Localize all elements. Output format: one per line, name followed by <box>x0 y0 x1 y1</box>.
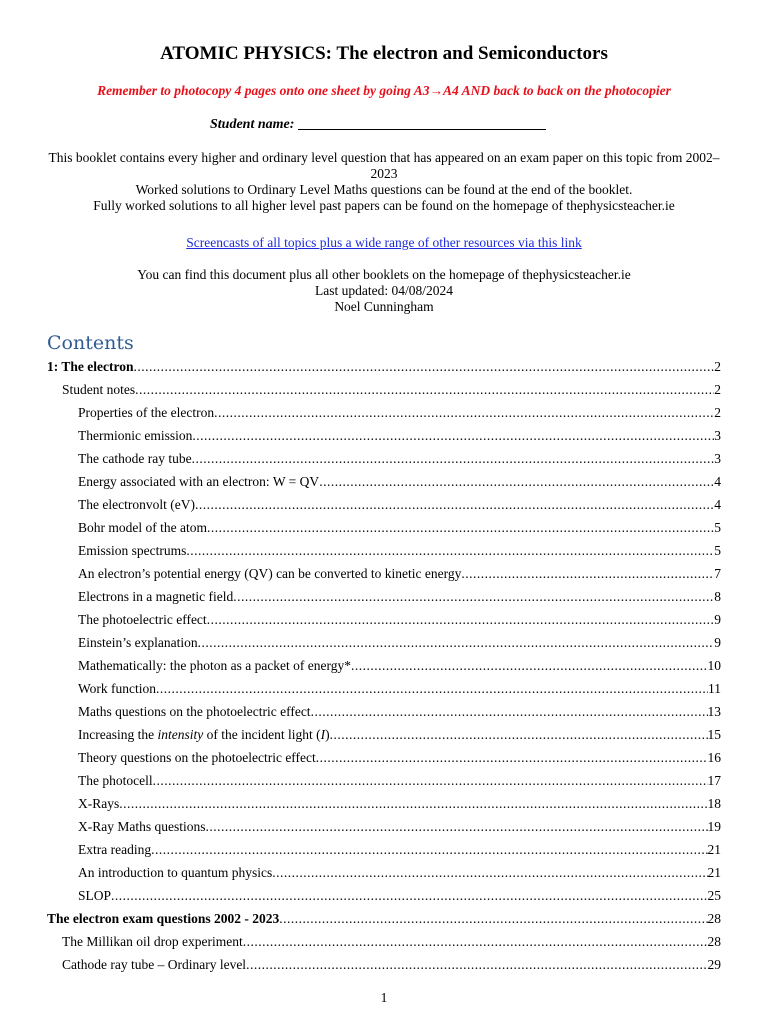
toc-dot-leader <box>151 838 707 861</box>
toc-dot-leader <box>153 769 708 792</box>
toc-entry[interactable] <box>47 470 721 493</box>
toc-entry-label: An electron’s potential energy (QV) can be converted to kinetic energy <box>78 566 462 581</box>
toc-entry[interactable] <box>47 838 721 861</box>
toc-entry-label: Extra reading <box>78 842 152 857</box>
toc-dot-leader <box>192 424 714 447</box>
toc-page-number: 29 <box>707 957 721 972</box>
toc-entry-label: The Millikan oil drop experiment <box>62 934 243 949</box>
toc-entry-label: Work function <box>78 681 157 696</box>
toc-page-number: 4 <box>714 497 721 512</box>
toc-entry[interactable] <box>47 608 721 631</box>
intro-line-2: Worked solutions to Ordinary Level Maths questions can be found at the end of the booklet. <box>135 182 633 197</box>
toc-dot-leader <box>195 493 714 516</box>
toc-entry[interactable] <box>47 401 721 424</box>
toc-entry-label: An introduction to quantum physics <box>78 865 273 880</box>
toc-page-number: 4 <box>714 474 721 489</box>
toc-dot-leader <box>156 677 708 700</box>
toc-page-number: 3 <box>714 428 721 443</box>
toc-page-number: 3 <box>714 451 721 466</box>
toc-dot-leader <box>279 907 707 930</box>
toc-page-number: 25 <box>707 888 721 903</box>
toc-dot-leader <box>316 746 708 769</box>
toc-entry-label: X-Rays <box>78 796 120 811</box>
toc-entry[interactable] <box>47 677 721 700</box>
toc-page-number: 2 <box>714 405 721 420</box>
toc-entry[interactable] <box>47 769 721 792</box>
toc-entry[interactable] <box>47 884 721 907</box>
toc-entry-label: Cathode ray tube – Ordinary level <box>62 957 247 972</box>
toc-dot-leader <box>206 815 708 838</box>
toc-dot-leader <box>233 585 714 608</box>
toc-dot-leader <box>272 861 707 884</box>
toc-page-number: 17 <box>707 773 721 788</box>
toc-entry[interactable] <box>47 378 721 401</box>
toc-dot-leader <box>133 355 714 378</box>
page-number: 1 <box>380 990 388 1005</box>
toc-entry-label: Emission spectrums <box>78 543 187 558</box>
toc-entry[interactable] <box>47 792 721 815</box>
toc-entry[interactable] <box>47 723 721 746</box>
toc-page-number: 2 <box>714 359 721 374</box>
intro-line-1: This booklet contains every higher and ordinary level question that has appeared on an exam paper on this topic from 2002–2023 <box>48 150 720 181</box>
toc-entry-label: Mathematically: the photon as a packet of energy* <box>78 658 352 673</box>
toc-page-number: 9 <box>714 612 721 627</box>
toc-entry-label: The electronvolt (eV) <box>78 497 195 512</box>
toc-entry-label: Energy associated with an electron: W = QV <box>78 474 320 489</box>
table-of-contents <box>47 355 721 976</box>
photocopy-reminder: Remember to photocopy 4 pages onto one sheet by going A3→A4 AND back to back on the photocopier <box>97 83 671 98</box>
toc-page-number: 28 <box>707 934 721 949</box>
info-line-1: You can find this document plus all other booklets on the homepage of thephysicsteacher.ie <box>137 267 631 282</box>
toc-entry-label-emphasis: I <box>320 727 326 742</box>
toc-page-number: 16 <box>707 750 721 765</box>
document-info <box>0 267 768 315</box>
toc-entry-label: The electron exam questions 2002 - 2023 <box>47 911 280 926</box>
toc-entry-label: Maths questions on the photoelectric effect <box>78 704 311 719</box>
toc-entry[interactable] <box>47 746 721 769</box>
toc-entry[interactable] <box>47 930 721 953</box>
toc-dot-leader <box>119 792 707 815</box>
toc-page-number: 13 <box>707 704 721 719</box>
toc-entry-label: Electrons in a magnetic field <box>78 589 234 604</box>
toc-page-number: 8 <box>714 589 721 604</box>
toc-entry[interactable] <box>47 907 721 930</box>
toc-entry[interactable] <box>47 631 721 654</box>
toc-page-number: 19 <box>707 819 721 834</box>
toc-entry-label: 1: The electron <box>47 359 134 374</box>
toc-entry-label: The cathode ray tube <box>78 451 192 466</box>
toc-entry-label: Einstein’s explanation <box>78 635 198 650</box>
toc-dot-leader <box>311 700 708 723</box>
toc-dot-leader <box>192 447 715 470</box>
student-name-field <box>210 117 546 133</box>
toc-page-number: 21 <box>707 865 721 880</box>
toc-entry-label: The photocell <box>78 773 153 788</box>
toc-dot-leader <box>111 884 707 907</box>
toc-entry-label <box>78 723 330 746</box>
toc-entry[interactable] <box>47 493 721 516</box>
document-title: ATOMIC PHYSICS: The electron and Semiconductors <box>160 43 608 64</box>
toc-page-number: 2 <box>714 382 721 397</box>
screencasts-link[interactable]: Screencasts of all topics plus a wide range of other resources via this link <box>186 235 582 250</box>
toc-entry-label: Thermionic emission <box>78 428 193 443</box>
toc-entry[interactable] <box>47 447 721 470</box>
toc-entry-label-emphasis: intensity <box>157 727 204 742</box>
contents-heading: Contents <box>47 332 134 354</box>
toc-page-number: 9 <box>714 635 721 650</box>
toc-entry-label: Properties of the electron <box>78 405 215 420</box>
toc-dot-leader <box>207 516 714 539</box>
toc-entry-label-part: ) <box>325 727 330 742</box>
toc-page-number: 7 <box>714 566 721 581</box>
toc-entry[interactable] <box>47 355 721 378</box>
toc-entry-label: SLOP <box>78 888 112 903</box>
toc-page-number: 11 <box>708 681 721 696</box>
toc-dot-leader <box>351 654 707 677</box>
student-name-label: Student name: <box>210 117 295 132</box>
toc-dot-leader <box>186 539 714 562</box>
toc-dot-leader <box>214 401 714 424</box>
toc-entry[interactable] <box>47 700 721 723</box>
toc-entry[interactable] <box>47 585 721 608</box>
toc-dot-leader <box>135 378 714 401</box>
author-name: Noel Cunningham <box>334 299 434 314</box>
toc-entry-label-part: Increasing the <box>78 727 158 742</box>
toc-entry-label: The photoelectric effect <box>78 612 207 627</box>
toc-entry-label: X-Ray Maths questions <box>78 819 206 834</box>
toc-entry-label-part: of the incident light ( <box>203 727 321 742</box>
toc-entry[interactable] <box>47 861 721 884</box>
toc-entry-label: Bohr model of the atom <box>78 520 207 535</box>
last-updated: Last updated: 04/08/2024 <box>315 283 453 298</box>
toc-page-number: 28 <box>707 911 721 926</box>
toc-entry-label: Theory questions on the photoelectric effect <box>78 750 316 765</box>
toc-page-number: 18 <box>707 796 721 811</box>
toc-page-number: 21 <box>707 842 721 857</box>
toc-page-number: 5 <box>714 543 721 558</box>
toc-entry[interactable] <box>47 654 721 677</box>
toc-page-number: 5 <box>714 520 721 535</box>
toc-entry[interactable] <box>47 562 721 585</box>
toc-page-number: 10 <box>707 658 721 673</box>
toc-dot-leader <box>246 953 707 976</box>
toc-entry[interactable] <box>47 815 721 838</box>
toc-dot-leader <box>461 562 714 585</box>
toc-dot-leader <box>198 631 715 654</box>
toc-entry[interactable] <box>47 424 721 447</box>
toc-page-number: 15 <box>707 727 721 742</box>
toc-entry[interactable] <box>47 953 721 976</box>
toc-entry[interactable] <box>47 539 721 562</box>
toc-dot-leader <box>207 608 715 631</box>
toc-dot-leader <box>243 930 708 953</box>
toc-entry-label: Student notes <box>62 382 136 397</box>
student-name-blank-line <box>298 129 546 130</box>
intro-line-3: Fully worked solutions to all higher level past papers can be found on the homepage of thephysicsteacher.ie <box>93 198 675 213</box>
intro-text <box>40 150 728 214</box>
toc-entry[interactable] <box>47 516 721 539</box>
toc-dot-leader <box>330 723 708 746</box>
toc-dot-leader <box>319 470 714 493</box>
